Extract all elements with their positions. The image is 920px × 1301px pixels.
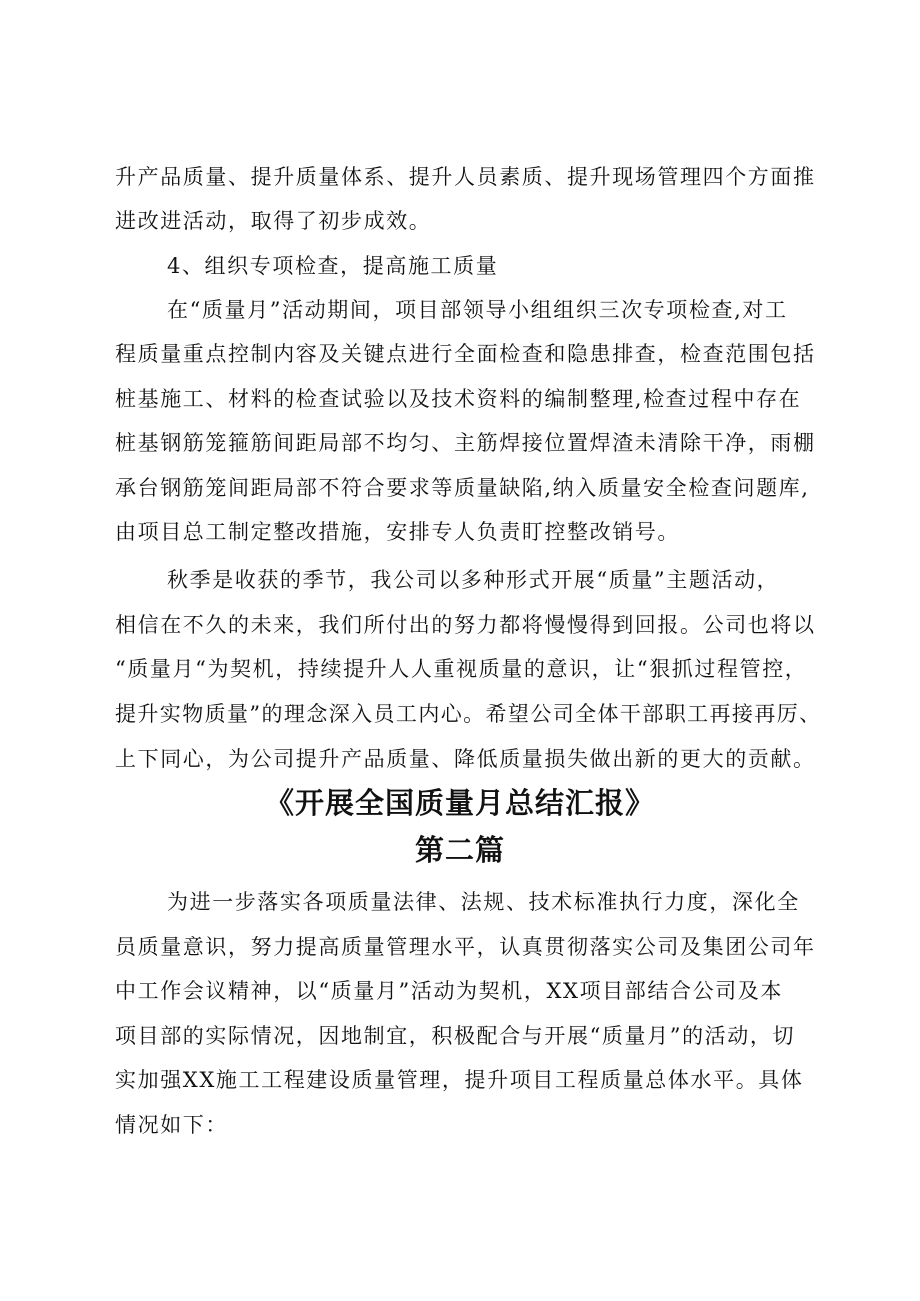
body-line: 秋季是收获的季节，我公司以多种形式开展“质量”主题活动，	[167, 568, 780, 592]
body-line: 情况如下：	[115, 1113, 228, 1137]
body-line: 员质量意识，努力提高质量管理水平，认真贯彻落实公司及集团公司年	[115, 935, 816, 959]
document-subtitle: 第二篇	[414, 833, 505, 867]
body-line: 相信在不久的未来，我们所付出的努力都将慢慢得到回报。公司也将以	[115, 613, 816, 637]
body-line: 为进一步落实各项质量法律、法规、技术标准执行力度，深化全	[167, 890, 800, 914]
document-title: 《开展全国质量月总结汇报》	[264, 786, 655, 820]
body-line: 上下同心，为公司提升产品质量、降低质量损失做出新的更大的贡献。	[115, 747, 816, 771]
body-line: 中工作会议精神，以“质量月”活动为契机，XX项目部结合公司及本	[115, 979, 783, 1003]
body-line: 程质量重点控制内容及关键点进行全面检查和隐患排查，检查范围包括	[115, 342, 816, 366]
body-line: 提升实物质量”的理念深入员工内心。希望公司全体干部职工再接再厉、	[115, 702, 822, 726]
body-line: 由项目总工制定整改措施，安排专人负责盯控整改销号。	[115, 520, 680, 544]
body-line: 项目部的实际情况，因地制宜，积极配合与开展“质量月”的活动，切	[115, 1024, 796, 1048]
body-line: 承台钢筋笼间距局部不符合要求等质量缺陷,纳入质量安全检查问题库,	[115, 476, 810, 500]
body-line: 在“质量月”活动期间，项目部领导小组组织三次专项检查,对工	[167, 298, 788, 322]
body-line: 桩基施工、材料的检查试验以及技术资料的编制整理,检查过程中存在	[115, 387, 802, 411]
body-line: 桩基钢筋笼箍筋间距局部不均匀、主筋焊接位置焊渣未清除干净，雨棚	[115, 431, 816, 455]
body-line: 实加强XX施工工程建设质量管理，提升项目工程质量总体水平。具体	[115, 1068, 804, 1092]
body-line: “质量月“为契机，持续提升人人重视质量的意识，让“狠抓过程管控，	[115, 657, 808, 681]
body-line: 升产品质量、提升质量体系、提升人员素质、提升现场管理四个方面推	[115, 165, 816, 189]
body-line: 进改进活动，取得了初步成效。	[115, 209, 432, 233]
section-heading: 4、组织专项检查，提高施工质量	[167, 254, 499, 278]
